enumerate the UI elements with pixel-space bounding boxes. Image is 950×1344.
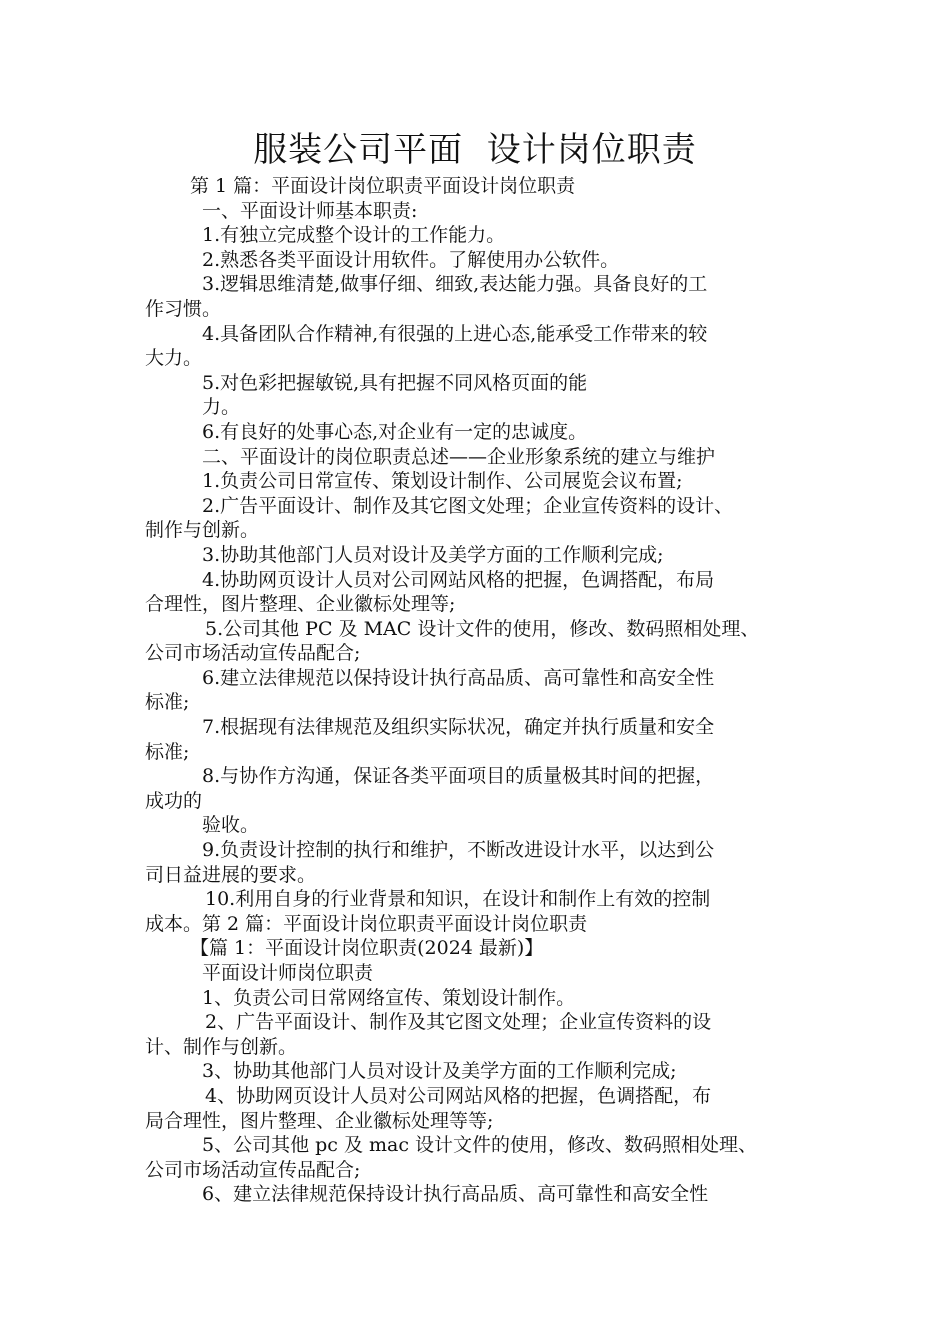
- paragraph-line: 司日益进展的要求。: [145, 863, 317, 886]
- paragraph-line: 1、负责公司日常网络宣传、策划设计制作。: [202, 986, 576, 1009]
- paragraph-line: 2.熟悉各类平面设计用软件。了解使用办公软件。: [202, 248, 620, 271]
- paragraph-line: 大力。: [145, 347, 203, 370]
- paragraph-line: 5.对色彩把握敏锐,具有把握不同风格页面的能: [202, 371, 588, 394]
- subsection-heading: 平面设计师岗位职责: [202, 962, 374, 984]
- subsection-heading: 一、平面设计师基本职责:: [202, 199, 418, 222]
- paragraph-line: 力。: [202, 396, 241, 419]
- paragraph-line: 3.逻辑思维清楚,做事仔细、细致,表达能力强。具备良好的工: [202, 273, 708, 296]
- paragraph-line: 2、广告平面设计、制作及其它图文处理；企业宣传资料的设: [205, 1011, 712, 1034]
- paragraph-line: 公司市场活动宣传品配合;: [145, 642, 361, 665]
- paragraph-line: 作习惯。: [145, 297, 222, 320]
- paragraph-line: 5、公司其他 pc 及 mac 设计文件的使用，修改、数码照相处理、: [202, 1134, 758, 1157]
- document-body: [145, 174, 835, 1207]
- paragraph-line: 8.与协作方沟通，保证各类平面项目的质量极其时间的把握，: [202, 765, 715, 788]
- paragraph-line: 4、协助网页设计人员对公司网站风格的把握，色调搭配，布: [205, 1084, 712, 1107]
- paragraph-line: 1.有独立完成整个设计的工作能力。: [202, 224, 506, 247]
- paragraph-line: 4.具备团队合作精神,有很强的上进心态,能承受工作带来的较: [202, 322, 708, 345]
- paragraph-line: 3.协助其他部门人员对设计及美学方面的工作顺利完成;: [202, 543, 664, 566]
- subsection-heading: 二、平面设计的岗位职责总述——企业形象系统的建立与维护: [202, 445, 716, 468]
- paragraph-line: 验收。: [202, 814, 260, 837]
- subsection-heading: 【篇 1：平面设计岗位职责(2024 最新)】: [190, 937, 544, 960]
- paragraph-line: 公司市场活动宣传品配合;: [145, 1158, 361, 1181]
- paragraph-line: 6、建立法律规范保持设计执行高品质、高可靠性和高安全性: [202, 1183, 709, 1206]
- paragraph-line: 制作与创新。: [145, 519, 260, 542]
- paragraph-line: 成功的: [145, 789, 203, 812]
- paragraph-line: 6.建立法律规范以保持设计执行高品质、高可靠性和高安全性: [202, 666, 715, 689]
- paragraph-line: 1.负责公司日常宣传、策划设计制作、公司展览会议布置;: [202, 470, 683, 493]
- paragraph-line: 5.公司其他 PC 及 MAC 设计文件的使用，修改、数码照相处理、: [205, 617, 760, 640]
- document-title: 服装公司平面 设计岗位职责: [253, 130, 697, 170]
- paragraph-line: 标准;: [145, 740, 190, 763]
- paragraph-line: 计、制作与创新。: [145, 1035, 298, 1058]
- paragraph-line: 局合理性，图片整理、企业徽标处理等等;: [145, 1109, 494, 1132]
- paragraph-line: 9.负责设计控制的执行和维护，不断改进设计水平，以达到公: [202, 839, 715, 862]
- paragraph-line: 标准;: [145, 691, 190, 714]
- paragraph-line: 10.利用自身的行业背景和知识，在设计和制作上有效的控制: [205, 888, 711, 911]
- paragraph-line: 合理性，图片整理、企业徽标处理等;: [145, 593, 456, 616]
- section-heading: 成本。第 2 篇：平面设计岗位职责平面设计岗位职责: [145, 912, 588, 935]
- paragraph-line: 7.根据现有法律规范及组织实际状况，确定并执行质量和安全: [202, 716, 715, 739]
- section-heading: 第 1 篇：平面设计岗位职责平面设计岗位职责: [190, 175, 576, 197]
- paragraph-line: 6.有良好的处事心态,对企业有一定的忠诚度。: [202, 420, 588, 443]
- paragraph-line: 4.协助网页设计人员对公司网站风格的把握，色调搭配，布局: [202, 568, 715, 591]
- paragraph-line: 3、协助其他部门人员对设计及美学方面的工作顺利完成;: [202, 1060, 677, 1083]
- paragraph-line: 2.广告平面设计、制作及其它图文处理；企业宣传资料的设计、: [202, 494, 734, 517]
